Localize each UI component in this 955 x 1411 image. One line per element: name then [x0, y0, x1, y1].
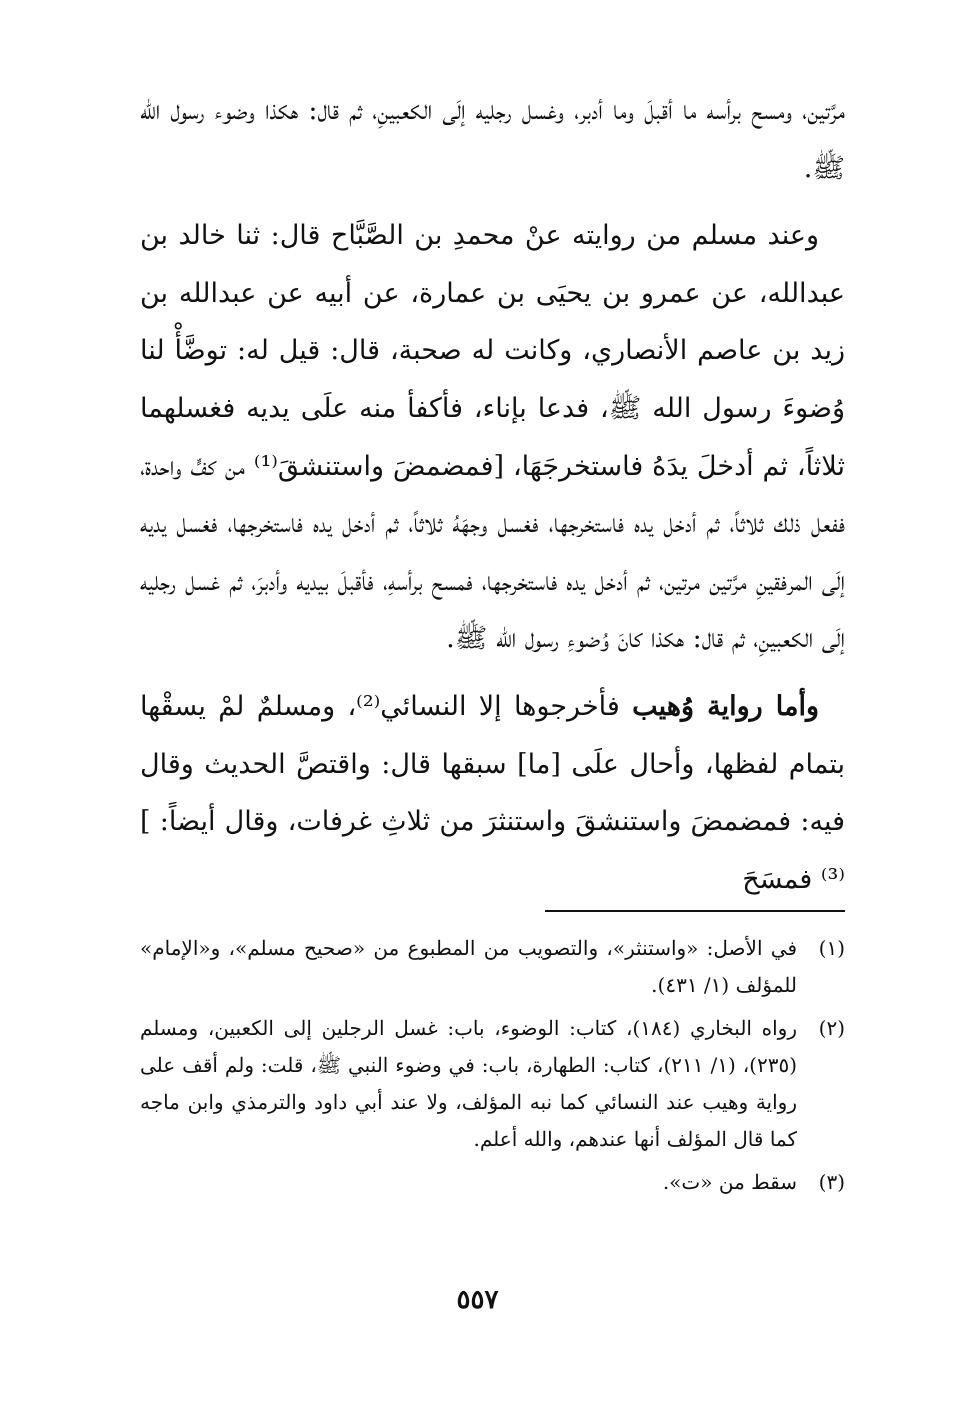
- footnote: [140, 1164, 845, 1201]
- footnote: [140, 930, 845, 1004]
- footnote: [140, 1010, 845, 1158]
- footnote-text: في الأصل: «واستنثر»، والتصويب من المطبوع من «صحيح مسلم»، و«الإمام» للمؤلف (١/ ٤٣١).: [140, 936, 797, 997]
- paragraph-3-lead: وأما رواية وُهيب: [632, 690, 820, 722]
- footnote-separator: [545, 910, 845, 912]
- footnote-number: (١): [818, 936, 845, 960]
- footnote-text: رواه البخاري (١٨٤)، كتاب: الوضوء، باب: غسل الرجلين إلى الكعبين، ومسلم (٢٣٥)، (١/ ٢١١)، كتاب: الطهارة، باب: في وضوء النبي ﷺ، قلت: ولم أقف على رواية وهيب عند النسائي كما نبه المؤلف، ولا عند أبي داود والترمذي وابن ماجه كما قال المؤلف أنها عندهم، والله أعلم.: [140, 1016, 798, 1151]
- paragraph-3: [140, 678, 845, 908]
- paragraph-3-body: فأخرجوها إلا النسائي⁽²⁾، ومسلمٌ لمْ يسقْها بتمام لفظها، وأحال علَى [ما] سبقها قال: واقتصَّ الحديث وقال فيه: فمضمضَ واستنشقَ واستنثرَ من ثلاثِ غرفات، وقال أيضاً: ]⁽³⁾ فمسَحَ: [140, 690, 845, 895]
- paragraph-2: وعند مسلم من روايته عنْ محمدِ بن الصَّبَّاح قال: ثنا خالد بن عبدالله، عن عمرو بن يحيَى بن عمارة، عن أبيه عن عبدالله بن زيد بن عاصم الأنصاري، وكانت له صحبة، قال: قيل له: توضَّأْ لنا وُضوءَ رسول الله ﷺ، فدعا بإناء، فأكفأ منه علَى يديه فغسلهما ثلاثاً، ثم أدخلَ يدَهُ فاستخرجَهَا، [فمضمضَ واستنشقَ⁽¹⁾ من كفٍّ واحدة، ففعل ذلك ثلاثاً، ثم أدخل يده فاستخرجها، فغسل وجهَهُ ثلاثاً، ثم أدخل يده فاستخرجها، فغسل يديه إلَى المرفقينِ مرَّتين مرتين، ثم أدخل يده فاستخرجها، فمسح برأسهِ، فأقبلَ بيديه وأدبرَ، ثم غسل رجليه إلَى الكعبينِ، ثم قال: هكذا كانَ وُضوءِ رسول الله ﷺ.: [140, 220, 845, 655]
- main-text: [140, 82, 845, 908]
- footnote-text: سقط من «ت».: [662, 1170, 797, 1194]
- page-number: ٥٥٧: [456, 1285, 499, 1315]
- footnote-number: (٣): [818, 1170, 845, 1194]
- paragraph-1: مرَّتين، ومسح برأسه ما أقبلَ وما أدبر، وغسل رجليه إلَى الكعبينِ، ثم قال: هكذا وضوء رسول الله ﷺ.: [140, 95, 845, 184]
- footnote-number: (٢): [818, 1016, 845, 1040]
- footnotes: [140, 930, 845, 1207]
